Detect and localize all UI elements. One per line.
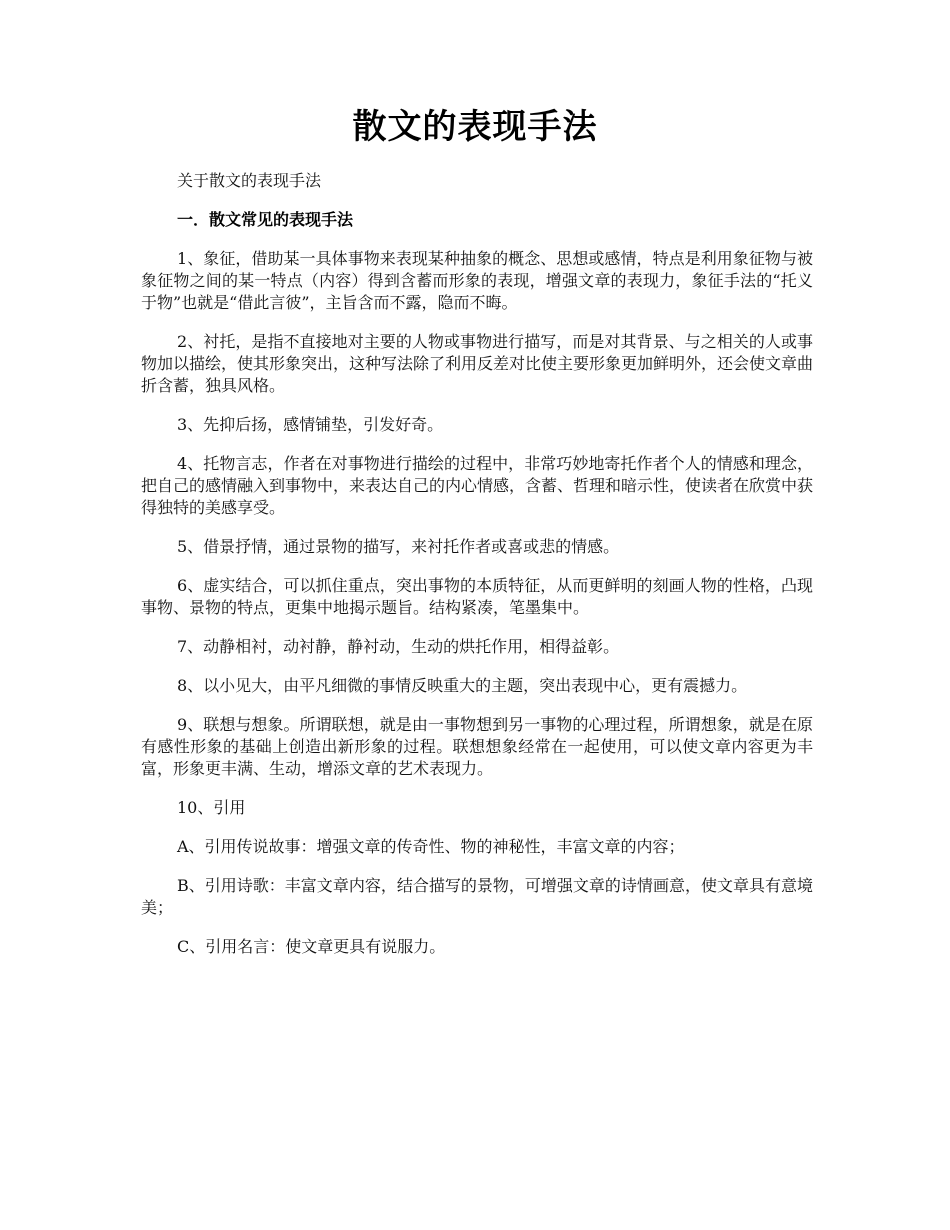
paragraph-contrast: 2、衬托，是指不直接地对主要的人物或事物进行描写，而是对其背景、与之相关的人或事物加以描绘，使其形象突出，这种写法除了利用反差对比使主要形象更加鲜明外，还会使文章曲折含蓄，独具风格。 (141, 332, 814, 395)
paragraph-citation-poetry: B、引用诗歌：丰富文章内容，结合描写的景物，可增强文章的诗情画意，使文章具有意境美； (141, 876, 813, 917)
section-heading: 一．散文常见的表现手法 (177, 210, 354, 229)
paragraph-object-expression: 4、托物言志，作者在对事物进行描绘的过程中，非常巧妙地寄托作者个人的情感和理念，把自己的感情融入到事物中，来表达自己的内心情感，含蓄、哲理和暗示性，使读者在欣赏中获得独特的美感享受。 (141, 454, 814, 517)
paragraph-association-imagination: 9、联想与想象。所谓联想，就是由一事物想到另一事物的心理过程，所谓想象，就是在原有感性形象的基础上创造出新形象的过程。联想想象经常在一起使用，可以使文章内容更为丰富，形象更丰满、生动，增添文章的艺术表现力。 (141, 715, 813, 778)
paragraph-small-large: 8、以小见大，由平凡细微的事情反映重大的主题，突出表现中心，更有震撼力。 (177, 676, 748, 695)
paragraph-citation-legends: A、引用传说故事：增强文章的传奇性、物的神秘性，丰富文章的内容； (177, 837, 685, 856)
paragraph-scenery-emotion: 5、借景抒情，通过景物的描写，来衬托作者或喜或悲的情感。 (177, 537, 620, 556)
paragraph-suppress-praise: 3、先抑后扬，感情铺垫，引发好奇。 (177, 415, 444, 434)
document-title: 散文的表现手法 (352, 106, 598, 147)
paragraph-real-virtual: 6、虚实结合，可以抓住重点，突出事物的本质特征，从而更鲜明的刻画人物的性格，凸现事物、景物的特点，更集中地揭示题旨。结构紧凑，笔墨集中。 (141, 576, 813, 617)
paragraph-citation-quotes: C、引用名言：使文章更具有说服力。 (177, 937, 446, 956)
paragraph-symbolism: 1、象征，借助某一具体事物来表现某种抽象的概念、思想或感情，特点是利用象征物与被象征物之间的某一特点（内容）得到含蓄而形象的表现，增强文章的表现力，象征手法的“托义于物”也就是“借此言彼”，主旨含而不露，隐而不晦。 (141, 249, 813, 312)
paragraph-citation-heading: 10、引用 (177, 798, 246, 817)
document-body (141, 170, 813, 975)
intro-paragraph: 关于散文的表现手法 (177, 171, 322, 190)
paragraph-motion-stillness: 7、动静相衬，动衬静，静衬动，生动的烘托作用，相得益彰。 (177, 637, 620, 656)
